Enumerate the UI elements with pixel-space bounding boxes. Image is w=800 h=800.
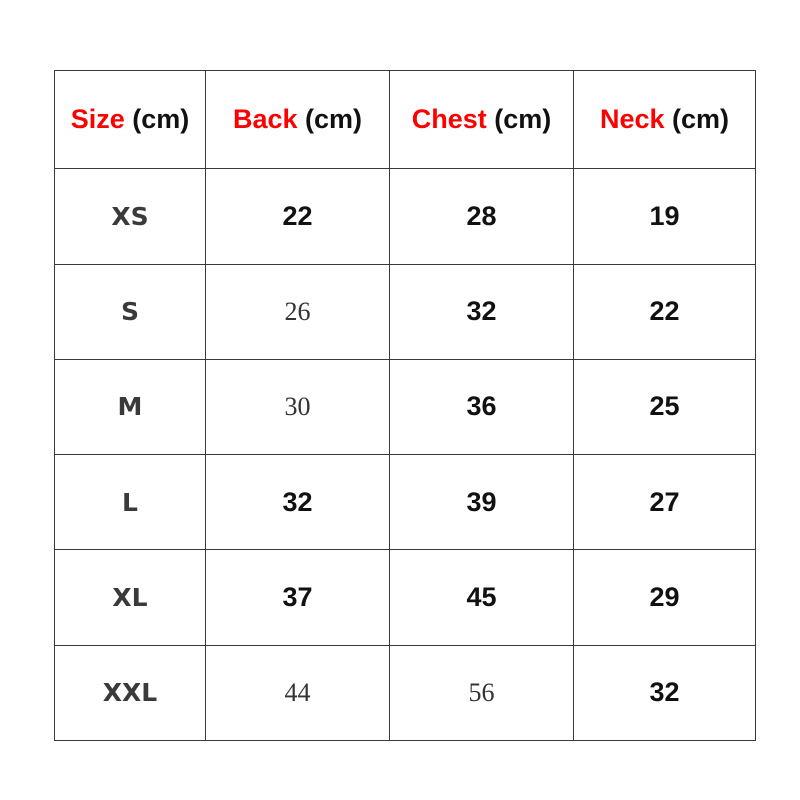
table-row bbox=[55, 264, 756, 359]
header-size-label: Size bbox=[70, 104, 125, 135]
header-size bbox=[55, 71, 206, 169]
chest-cell: 45 bbox=[390, 550, 574, 645]
table-row bbox=[55, 169, 756, 264]
header-neck-label: Neck bbox=[599, 104, 665, 135]
header-chest-unit: (cm) bbox=[494, 104, 552, 135]
neck-cell: 19 bbox=[574, 169, 756, 264]
chest-cell: 56 bbox=[390, 645, 574, 740]
header-back bbox=[206, 71, 390, 169]
chest-cell: 32 bbox=[390, 264, 574, 359]
table-row bbox=[55, 359, 756, 454]
back-cell: 37 bbox=[206, 550, 390, 645]
header-neck-unit: (cm) bbox=[672, 104, 730, 135]
back-cell: 44 bbox=[206, 645, 390, 740]
back-cell: 30 bbox=[206, 359, 390, 454]
size-cell: M bbox=[55, 359, 206, 454]
size-cell: XS bbox=[55, 169, 206, 264]
header-back-unit: (cm) bbox=[305, 104, 363, 135]
header-size-unit: (cm) bbox=[132, 104, 190, 135]
neck-cell: 22 bbox=[574, 264, 756, 359]
header-chest bbox=[390, 71, 574, 169]
chest-cell: 36 bbox=[390, 359, 574, 454]
size-cell: L bbox=[55, 455, 206, 550]
back-cell: 26 bbox=[206, 264, 390, 359]
table-row bbox=[55, 455, 756, 550]
table-row bbox=[55, 550, 756, 645]
chest-cell: 28 bbox=[390, 169, 574, 264]
header-chest-label: Chest bbox=[411, 104, 487, 135]
header-neck bbox=[574, 71, 756, 169]
neck-cell: 25 bbox=[574, 359, 756, 454]
neck-cell: 32 bbox=[574, 645, 756, 740]
size-cell: XXL bbox=[55, 645, 206, 740]
chest-cell: 39 bbox=[390, 455, 574, 550]
size-cell: S bbox=[55, 264, 206, 359]
neck-cell: 27 bbox=[574, 455, 756, 550]
back-cell: 22 bbox=[206, 169, 390, 264]
table-header-row bbox=[55, 71, 756, 169]
header-back-label: Back bbox=[232, 104, 298, 135]
size-chart-table bbox=[54, 70, 756, 741]
neck-cell: 29 bbox=[574, 550, 756, 645]
table-row bbox=[55, 645, 756, 740]
size-cell: XL bbox=[55, 550, 206, 645]
back-cell: 32 bbox=[206, 455, 390, 550]
